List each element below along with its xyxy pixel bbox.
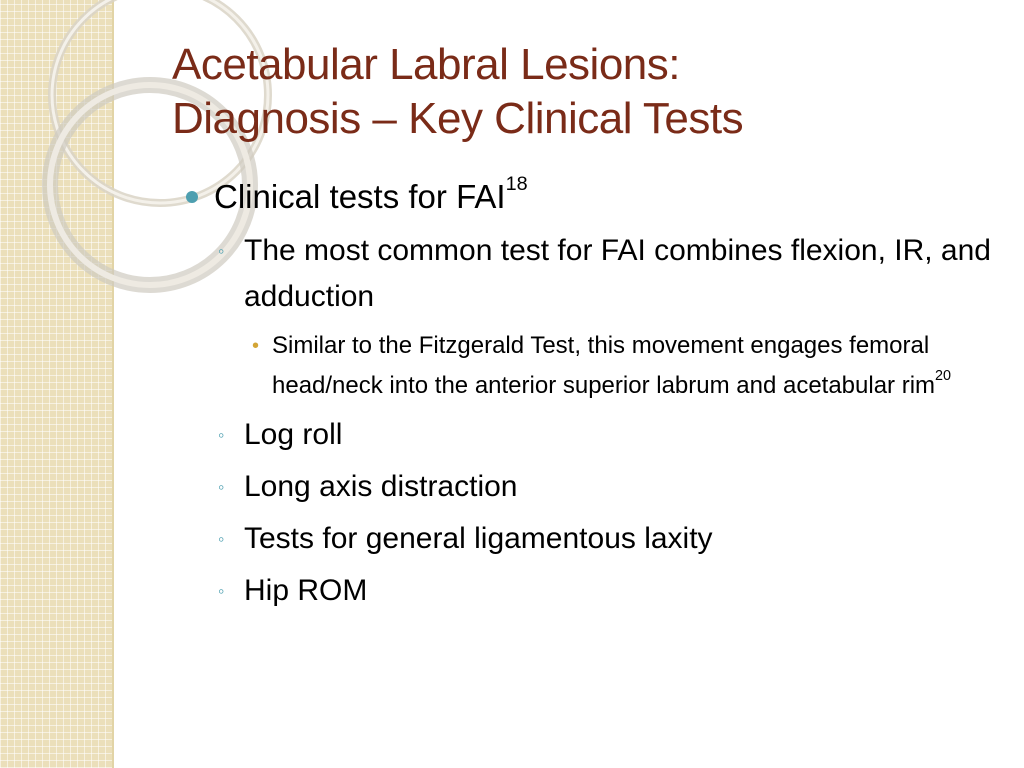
- title-line-1: Acetabular Labral Lesions:: [172, 40, 680, 89]
- bullet-text: Clinical tests for FAI: [214, 178, 506, 215]
- round-bullet-icon: [186, 191, 198, 203]
- citation-superscript: 20: [935, 368, 952, 385]
- ring-bullet-icon: ◦: [218, 425, 225, 445]
- bullet-text: The most common test for FAI combines flexion, IR, and adduction: [244, 234, 991, 313]
- bullet-text: Hip ROM: [244, 574, 368, 607]
- bullet-level-3: [178, 326, 998, 406]
- dot-bullet-icon: •: [252, 335, 260, 357]
- decorative-circles: [0, 0, 160, 300]
- bullet-text: Long axis distraction: [244, 470, 518, 503]
- bullet-level-2: [178, 228, 998, 320]
- bullet-level-2: [178, 412, 998, 458]
- ring-bullet-icon: ◦: [218, 241, 225, 261]
- bullet-text: Tests for general ligamentous laxity: [244, 522, 713, 555]
- bullet-level-2: [178, 464, 998, 510]
- slide-title: [172, 38, 992, 146]
- slide-content: [178, 172, 998, 614]
- ring-bullet-icon: ◦: [218, 529, 225, 549]
- title-line-2: Diagnosis – Key Clinical Tests: [172, 94, 744, 143]
- bullet-level-2: [178, 568, 998, 614]
- bullet-text: Log roll: [244, 418, 343, 451]
- bullet-level-2: [178, 516, 998, 562]
- ring-bullet-icon: ◦: [218, 477, 225, 497]
- citation-superscript: 18: [505, 173, 528, 196]
- bullet-level-1: [178, 172, 998, 222]
- bullet-text: Similar to the Fitzgerald Test, this movement engages femoral head/neck into the anterior superior labrum and acetabular rim: [272, 332, 936, 399]
- ring-bullet-icon: ◦: [218, 581, 225, 601]
